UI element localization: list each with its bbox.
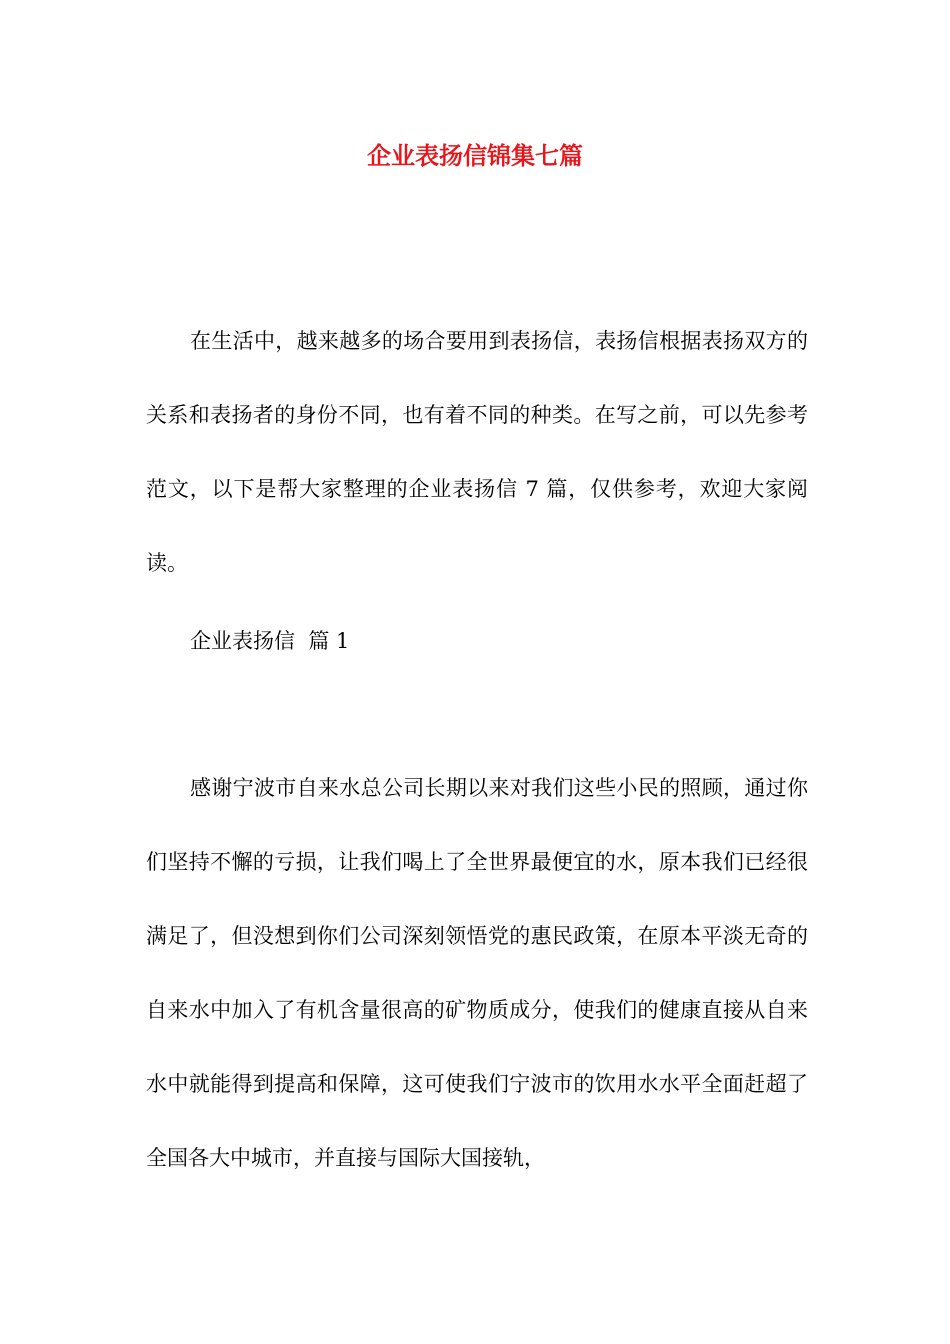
document-title: 企业表扬信锦集七篇 — [367, 141, 583, 170]
section-heading: 企业表扬信 篇 1 — [190, 629, 350, 653]
intro-paragraph: 在生活中，越来越多的场合要用到表扬信，表扬信根据表扬双方的关系和表扬者的身份不同，也有着不同的种类。在写之前，可以先参考范文，以下是帮大家整理的企业表扬信 7 篇，仅供参考，欢迎大家阅读。 — [146, 329, 808, 575]
section-body-paragraph: 感谢宁波市自来水总公司长期以来对我们这些小民的照顾，通过你们坚持不懈的亏损，让我们喝上了全世界最便宜的水，原本我们已经很满足了，但没想到你们公司深刻领悟党的惠民政策，在原本平淡无奇的自来水中加入了有机含量很高的矿物质成分，使我们的健康直接从自来水中就能得到提高和保障，这可使我们宁波市的饮用水水平全面赶超了全国各大中城市，并直接与国际大国接轨， — [146, 776, 808, 1170]
